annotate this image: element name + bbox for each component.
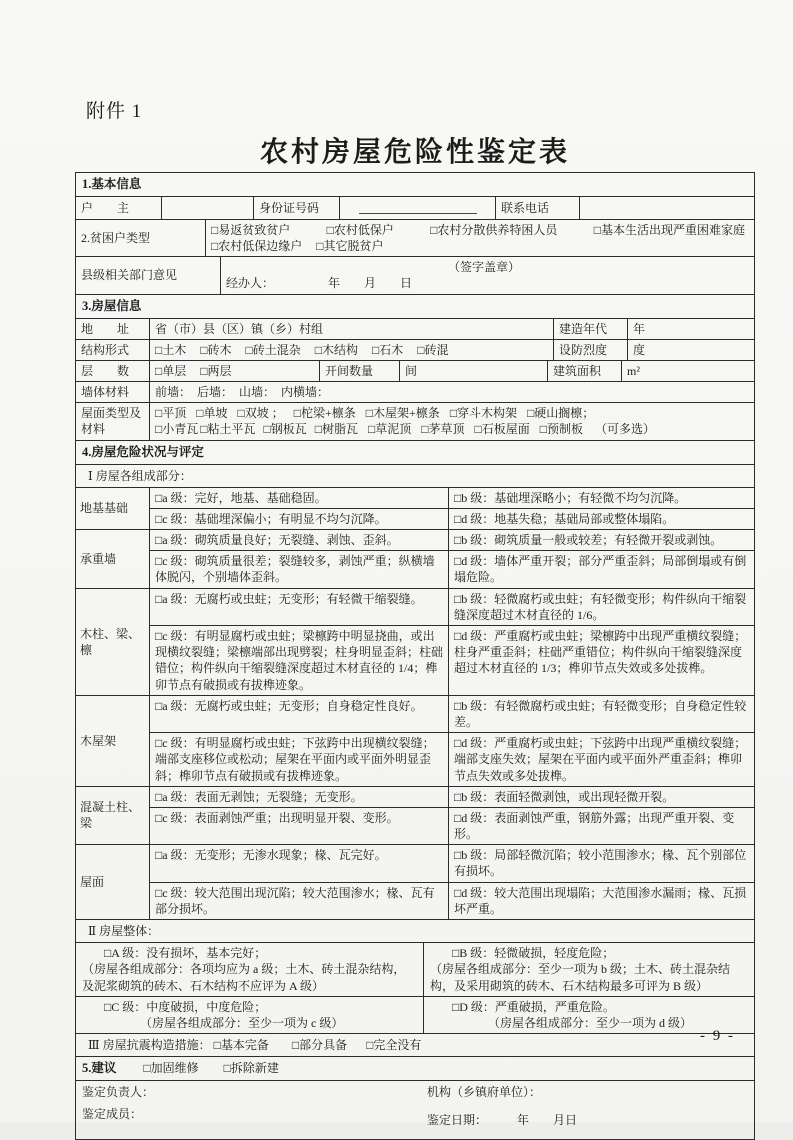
roof-option[interactable]: □预制板 — [539, 422, 583, 437]
structure-options-cell — [150, 340, 554, 360]
suggestion-option[interactable]: □加固维修 — [143, 1061, 199, 1076]
grade-a-option[interactable]: □a 级：无腐朽或虫蛀；无变形；自身稳定性良好。 — [150, 696, 449, 733]
build-year-value-cell[interactable]: 年 — [633, 321, 646, 336]
structure-type-label: 结构形式 — [76, 340, 150, 360]
grade-d-option[interactable]: □d 级：较大范围出现塌陷；大范围渗水漏雨；椽、瓦损坏严重。 — [454, 885, 747, 916]
section1-header-row — [76, 173, 754, 197]
component-name: 木柱、梁、檩 — [76, 589, 150, 695]
attachment-label: 附件 1 — [86, 101, 143, 122]
component-grades — [150, 787, 754, 845]
handler-date-line: 经办人： 年 月 日 — [226, 276, 413, 291]
intensity-label: 设防烈度 — [554, 340, 628, 360]
section3-header-row — [76, 295, 754, 319]
seismic-option[interactable]: □基本完备 — [213, 1038, 269, 1053]
part3-label: Ⅲ 房屋抗震构造措施： — [88, 1038, 211, 1053]
roof-option[interactable]: □石板屋面 — [474, 422, 530, 437]
component-row-roof — [76, 845, 754, 920]
part1-title-row — [76, 465, 754, 488]
seismic-option[interactable]: □完全没有 — [366, 1038, 422, 1053]
grade-d-option[interactable]: □d 级：严重腐朽或虫蛀；下弦跨中出现严重横纹裂缝；端部支座失效；屋架在平面内或平面外严重歪斜；榫卯节点失效或多处拔榫。 — [454, 736, 747, 783]
section4-header: 4.房屋危险状况与评定 — [82, 444, 204, 459]
roof-option[interactable]: □平顶 — [155, 406, 187, 421]
page-number: - 9 - — [700, 1028, 735, 1044]
overall-grade-c-label: □C 级：中度破损，中度危险； — [104, 999, 267, 1014]
poverty-option[interactable]: □基本生活出现严重困难家庭 — [593, 222, 745, 237]
county-opinion-row — [76, 257, 754, 294]
wall-material-label: 墙体材料 — [76, 382, 150, 402]
county-opinion-label: 县级相关部门意见 — [76, 257, 221, 293]
signoff-row — [76, 1081, 754, 1139]
poverty-options-line1 — [211, 222, 749, 238]
grade-d-option[interactable]: □d 级：墙体严重开裂；部分严重歪斜；局部倒塌或有倒塌危险。 — [454, 554, 747, 585]
roof-option[interactable]: □木屋架+檩条 — [365, 406, 440, 421]
signoff-left-block — [76, 1081, 421, 1139]
grade-b-option[interactable]: □b 级：有轻微腐朽或虫蛀；有轻微变形；自身稳定性较差。 — [449, 696, 754, 733]
floors-option[interactable]: □单层 — [155, 363, 187, 378]
structure-option[interactable]: □土木 — [155, 342, 187, 357]
bays-label: 开间数量 — [320, 361, 400, 381]
component-row-concrete-members — [76, 787, 754, 846]
poverty-options-line2 — [211, 238, 749, 254]
component-name: 地基基础 — [76, 488, 150, 529]
component-grades — [150, 530, 754, 588]
component-row-foundation — [76, 488, 754, 530]
grade-b-option[interactable]: □b 级：基础埋深略小；有轻微不均匀沉降。 — [449, 488, 754, 509]
poverty-options-cell — [206, 220, 754, 256]
roof-type-label: 屋面类型及材料 — [76, 403, 150, 439]
grade-b-option[interactable]: □b 级：轻微腐朽或虫蛀；有轻微变形；构件纵向干缩裂缝深度超过木材直径的 1/6。 — [449, 589, 754, 626]
component-row-wood-members — [76, 589, 754, 696]
grade-b-option[interactable]: □b 级：砌筑质量一般或较差；有轻微开裂或剥蚀。 — [449, 530, 754, 551]
overall-grade-d-note: （房屋各组成部分：至少一项为 d 级） — [488, 1015, 693, 1030]
structure-option[interactable]: □砖土混杂 — [245, 342, 301, 357]
overall-grade-c-note: （房屋各组成部分：至少一项为 c 级） — [140, 1015, 344, 1030]
floors-row — [76, 361, 754, 382]
structure-option[interactable]: □砖混 — [417, 342, 449, 357]
part2-title-row — [76, 920, 754, 943]
overall-grade-b[interactable] — [424, 943, 754, 997]
roof-option[interactable]: □双坡 ； — [237, 406, 284, 421]
phone-label: 联系电话 — [496, 197, 580, 219]
floors-options-line — [155, 363, 246, 379]
build-year-label: 建造年代 — [554, 319, 628, 339]
assessment-form-table — [75, 172, 755, 1140]
component-row-bearing-wall — [76, 530, 754, 589]
roof-option[interactable]: □钢板瓦 — [263, 422, 307, 437]
roof-option[interactable]: □粘土平瓦 — [200, 422, 256, 437]
poverty-type-row — [76, 220, 754, 257]
grade-a-option[interactable]: □a 级：表面无剥蚀；无裂缝；无变形。 — [150, 787, 449, 808]
address-row — [76, 319, 754, 340]
wall-material-value-cell[interactable]: 前墙： 后墙： 山墙： 内横墙： — [155, 385, 330, 400]
roof-multi-note: （可多选） — [595, 422, 656, 437]
poverty-option[interactable]: □农村低保户 — [326, 222, 394, 237]
grade-a-option[interactable]: □a 级：无腐朽或虫蛀；无变形；有轻微干缩裂缝。 — [150, 589, 449, 626]
structure-option[interactable]: □木结构 — [314, 342, 358, 357]
householder-value-cell[interactable] — [162, 197, 254, 219]
part3-row — [76, 1034, 754, 1057]
floors-options-cell — [150, 361, 320, 381]
section1-header: 1.基本信息 — [82, 177, 142, 191]
component-name: 承重墙 — [76, 530, 150, 588]
grade-c-option[interactable]: □c 级：表面剥蚀严重；出现明显开裂、变形。 — [150, 808, 449, 844]
grade-c-option[interactable]: □c 级：基础埋深偏小；有明显不均匀沉降。 — [150, 509, 449, 529]
roof-option[interactable]: □树脂瓦 — [314, 422, 358, 437]
component-name: 木屋架 — [76, 696, 150, 786]
bays-value-cell[interactable]: 间 — [400, 361, 548, 381]
overall-grade-a-note: （房屋各组成部分：各项均应为 a 级；土木、砖土混杂结构，及泥浆砌筑的砖木、石木结构不应评为 A 级） — [82, 962, 406, 993]
overall-grade-b-note: （房屋各组成部分：至少一项为 b 级；土木、砖土混杂结构，及采用砌筑的砖木、石木结构最多可评为 B 级） — [430, 962, 731, 993]
section3-header: 3.房屋信息 — [82, 298, 142, 313]
component-grades — [150, 488, 754, 529]
grade-c-option[interactable]: □c 级：有明显腐朽或虫蛀；下弦跨中出现横纹裂缝；端部支座移位或松动；屋架在平面内或平面外明显歪斜；榫卯节点有破损或有拔榫迹象。 — [150, 733, 449, 786]
page-title: 农村房屋危险性鉴定表 — [259, 137, 570, 168]
overall-grade-grid — [76, 943, 754, 1034]
address-value-cell[interactable]: 省（市）县（区）镇（乡）村组 — [150, 319, 554, 339]
id-underline — [359, 199, 477, 214]
signoff-right-block — [421, 1081, 754, 1139]
section5-header: 5.建议 — [82, 1061, 117, 1076]
id-number-label: 身份证号码 — [254, 197, 340, 219]
id-number-value-cell[interactable] — [340, 197, 496, 219]
poverty-type-label: 2.贫困户类型 — [76, 220, 206, 256]
overall-grade-a-label: □A 级：没有损坏，基本完好； — [104, 946, 267, 961]
roof-options-cell — [150, 403, 754, 439]
section5-row — [76, 1057, 754, 1081]
component-name: 混凝土柱、梁 — [76, 787, 150, 845]
grade-c-option[interactable]: □c 级：有明显腐朽或虫蛀；梁檩跨中明显挠曲，或出现横纹裂缝；梁檩端部出现劈裂；柱身明显歪斜；柱础错位；构件纵向干缩裂缝深度超过木材直径的 1/4；榫卯节点有破损或有拔榫迹象。 — [150, 626, 449, 695]
county-opinion-cell[interactable] — [221, 257, 754, 293]
part2-title: Ⅱ 房屋整体： — [88, 924, 160, 938]
structure-option[interactable]: □砖木 — [200, 342, 232, 357]
signoff-cell — [76, 1081, 754, 1139]
overall-grade-d-label: □D 级：严重破损，严重危险。 — [452, 999, 615, 1014]
poverty-option[interactable]: □农村分散供养特困人员 — [430, 222, 558, 237]
overall-grade-b-label: □B 级：轻微破损，轻度危险； — [452, 946, 615, 961]
roof-option[interactable]: □硬山搁檩； — [527, 406, 595, 421]
area-value-cell[interactable]: m² — [627, 363, 640, 378]
address-label: 地 址 — [76, 319, 150, 339]
seismic-option[interactable]: □部分具备 — [291, 1038, 348, 1053]
roof-options-line2 — [155, 421, 749, 437]
part3-cell — [76, 1034, 754, 1056]
grade-b-option[interactable]: □b 级：局部轻微沉陷；较小范围渗水；椽、瓦个别部位有损坏。 — [449, 845, 754, 882]
roof-type-row — [76, 403, 754, 440]
grade-d-option[interactable]: □d 级：地基失稳；基础局部或整体塌陷。 — [454, 511, 675, 526]
poverty-option[interactable]: □易返贫致贫户 — [211, 222, 291, 237]
structure-options-line — [155, 342, 463, 358]
appraisal-date-line[interactable]: 鉴定日期： 年 月日 — [427, 1113, 578, 1128]
wall-material-row — [76, 382, 754, 403]
roof-option[interactable]: □茅草顶 — [421, 422, 465, 437]
signature-seal-hint: （签字盖章） — [448, 260, 521, 275]
grade-b-option[interactable]: □b 级：表面轻微剥蚀，或出现轻微开裂。 — [449, 787, 754, 808]
intensity-value-cell[interactable]: 度 — [633, 342, 646, 357]
grade-c-option[interactable]: □c 级：较大范围出现沉陷；较大范围渗水；椽、瓦有部分损坏。 — [150, 883, 449, 919]
poverty-option[interactable]: □农村低保边缘户 — [211, 239, 303, 254]
householder-label: 户 主 — [76, 197, 162, 219]
grade-a-option[interactable]: □a 级：无变形；无渗水现象；椽、瓦完好。 — [150, 845, 449, 882]
roof-option[interactable]: □单坡 — [196, 406, 228, 421]
part1-title: Ⅰ 房屋各组成部分： — [88, 468, 192, 483]
roof-option[interactable]: □穿斗木构架 — [449, 406, 518, 421]
appraisal-leader-label[interactable]: 鉴定负责人： — [82, 1085, 155, 1100]
component-grades — [150, 589, 754, 695]
grade-a-option[interactable]: □a 级：砌筑质量良好；无裂缝、剥蚀、歪斜。 — [150, 530, 449, 551]
component-row-wood-truss — [76, 696, 754, 787]
structure-option[interactable]: □石木 — [372, 342, 404, 357]
overall-grade-c[interactable] — [76, 997, 424, 1033]
poverty-option[interactable]: □其它脱贫户 — [316, 239, 384, 254]
floors-label: 层 数 — [76, 361, 150, 381]
roof-option[interactable]: □柁梁+檩条 — [293, 406, 356, 421]
section4-header-row — [76, 441, 754, 465]
component-name: 屋面 — [76, 845, 150, 919]
roof-options-line1 — [155, 405, 749, 421]
grade-a-option[interactable]: □a 级：完好，地基、基础稳固。 — [150, 488, 449, 509]
structure-row — [76, 340, 754, 361]
overall-grade-a[interactable] — [76, 943, 424, 997]
floors-option[interactable]: □两层 — [200, 363, 232, 378]
area-label: 建筑面积 — [548, 361, 622, 381]
grade-d-option[interactable]: □d 级：严重腐朽或虫蛀；梁檩跨中出现严重横纹裂缝；柱身严重歪斜；柱础严重错位；构件纵向干缩裂缝深度超过木材直径的 1/3；榫卯节点失效或多处拔榫。 — [454, 629, 747, 676]
phone-value-cell[interactable] — [580, 197, 754, 219]
suggestion-cell — [76, 1057, 754, 1080]
appraisal-members-label[interactable]: 鉴定成员： — [82, 1107, 143, 1122]
org-label[interactable]: 机构（乡镇府单位）： — [427, 1085, 542, 1100]
roof-option[interactable]: □小青瓦 — [155, 422, 199, 437]
grade-d-option[interactable]: □d 级：表面剥蚀严重，钢筋外露；出现严重开裂、变形。 — [454, 810, 735, 842]
component-grades — [150, 696, 754, 786]
basic-info-row — [76, 197, 754, 220]
component-grades — [150, 845, 754, 919]
grade-c-option[interactable]: □c 级：砌筑质量很差；裂缝较多，剥蚀严重；纵横墙体脱闪，个别墙体歪斜。 — [150, 551, 449, 587]
roof-option[interactable]: □草泥顶 — [368, 422, 412, 437]
suggestion-option[interactable]: □拆除新建 — [223, 1061, 279, 1076]
